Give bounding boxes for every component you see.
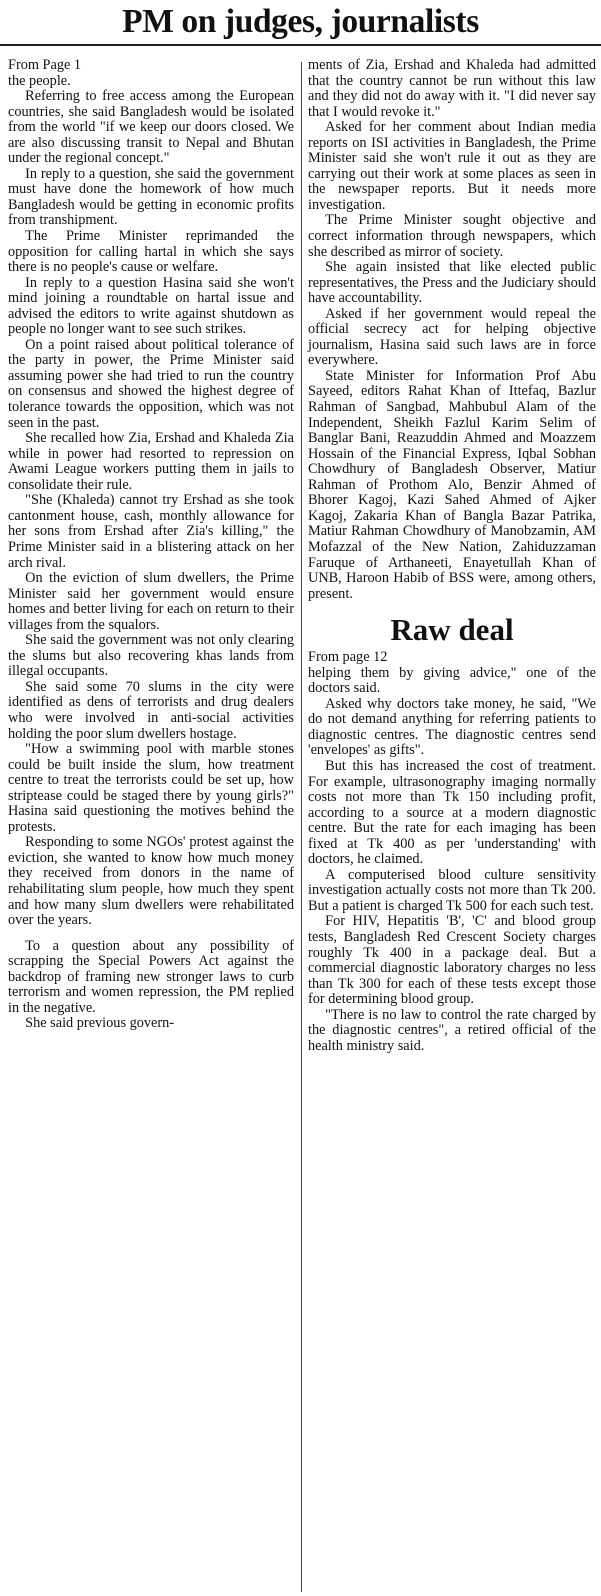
article-paragraph: On a point raised about political tolerance of the party in power, the Prime Minister said assuming power she had tried to run the country on consensus and showed the highest degree of tolerance towards the opposition, which was not seen in the past. <box>8 336 294 431</box>
article-paragraph: Asked why doctors take money, he said, "We do not demand anything for referring patients to diagnostic centres. The diagnostic centres send 'envelopes' as gifts". <box>308 695 596 759</box>
left-column <box>8 58 294 1032</box>
article-paragraph: In reply to a question, she said the government must have done the homework of how much Bangladesh would be getting in economic profits from transhipment. <box>8 165 294 229</box>
article-paragraph: She said the government was not only clearing the slums but also recovering khas lands from illegal occupants. <box>8 632 294 680</box>
article-paragraph: "There is no law to control the rate charged by the diagnostic centres", a retired official of the health ministry said. <box>308 1006 596 1054</box>
article-paragraph: A computerised blood culture sensitivity investigation actually costs not more than Tk 200. But a patient is charged Tk 500 for each such test. <box>308 866 596 914</box>
article-paragraph: She said previous govern- <box>25 1015 175 1032</box>
article-paragraph: helping them by giving advice," one of the doctors said. <box>308 664 596 697</box>
article-paragraph: ments of Zia, Ershad and Khaleda had admitted that the country cannot be run without this law and they did not do away with it. "I did never say that I would revoke it." <box>308 57 596 120</box>
article-paragraph: She said some 70 slums in the city were identified as dens of terrorists and drug dealers who were involved in anti-social activities holding the poor slum dwellers hostage. <box>8 678 294 742</box>
article-paragraph: Asked for her comment about Indian media reports on ISI activities in Bangladesh, the Prime Minister said she won't rule it out as they are carrying out their work at some places as seen in the newspaper reports. But it needs more investigation. <box>308 119 596 213</box>
article-paragraph: The Prime Minister reprimanded the opposition for calling hartal in which she says there is no people's cause or welfare. <box>8 228 294 276</box>
subhead: Raw deal <box>390 612 514 648</box>
article-paragraph: For HIV, Hepatitis 'B', 'C' and blood group tests, Bangladesh Red Crescent Society charges roughly Tk 400 in a package deal. But a commercial diagnostic laboratory charges no less than Tk 300 for each of these tests except those for determining blood group. <box>308 913 596 1008</box>
dateline: From Page 1 <box>8 57 82 73</box>
article-paragraph: The Prime Minister sought objective and correct information through newspapers, which she described as mirror of society. <box>308 212 596 260</box>
article-paragraph: She recalled how Zia, Ershad and Khaleda Zia while in power had resorted to repression on Awami League workers putting them in jails to consolidate their rule. <box>8 430 294 493</box>
article-paragraph: "How a swimming pool with marble stones could be built inside the slum, how treatment centre to treat the terrorists could be set up, how striptease could be staged there by young girls?" Hasina said questioning the motives behind the protests. <box>8 741 294 835</box>
article-paragraph: She again insisted that like elected public representatives, the Press and the Judiciary should have accountability. <box>308 259 596 307</box>
article-paragraph: Asked if her government would repeal the official secrecy act for helping objective journalism, Hasina said such laws are in force everywhere. <box>308 305 596 369</box>
article-paragraph: Referring to free access among the European countries, she said Bangladesh would be isolated from the world "if we keep our doors closed. We are also discussing transit to Nepal and Bhutan under the regional concept." <box>8 88 294 167</box>
article-paragraph: Responding to some NGOs' protest against the eviction, she wanted to know how much money they received from donors in the name of rehabilitating slum people, how much they spent and how many slum dwellers were rehabilitated over the years. <box>8 834 294 929</box>
column-rule <box>301 62 302 1592</box>
article-paragraph: On the eviction of slum dwellers, the Prime Minister said her government would ensure homes and better living for each on return to their villages from the squalors. <box>8 570 294 633</box>
subhead-dateline: From page 12 <box>308 649 388 666</box>
right-column <box>308 58 596 1054</box>
article-paragraph: In reply to a question Hasina said she won't mind joining a roundtable on hartal issue and advised the editors to write against shutdown as people no longer want to see such strikes. <box>8 274 294 338</box>
article-paragraph: To a question about any possibility of scrapping the Special Powers Act against the backdrop of framing new stronger laws to curb terrorism and women repression, the PM replied in the negative. <box>8 937 294 1016</box>
article-paragraph: But this has increased the cost of treatment. For example, ultrasonography imaging normally costs not more than Tk 150 including profit, according to a source at a modern diagnostic centre. But the rate for each imaging has been fixed at Tk 400 as per 'understanding' with doctors, he claimed. <box>308 757 596 868</box>
article-paragraph: the people. <box>8 72 71 89</box>
article-paragraph: "She (Khaleda) cannot try Ershad as she took cantonment house, cash, monthly allowance for her sons from Ershad after Zia's killing," the Prime Minister said in a blistering attack on her arch rival. <box>8 492 294 571</box>
article-paragraph: State Minister for Information Prof Abu Sayeed, editors Rahat Khan of Ittefaq, Bazlur Rahman of Sangbad, Mahbubul Alam of the Independent, Sheikh Fazlul Karim Selim of Banglar Bani, Reazuddin Ahmed and Moazzem Hossain of the Financial Express, Iqbal Sobhan Chowdhury of Bangladesh Observer, Matiur Rahman of Prothom Alo, Benzir Ahmed of Bhorer Kagoj, Kazi Sahed Ahmed of Ajker Kagoj, Zakaria Khan of Bangla Bazar Patrika, Matiur Rahman Chowdhury of Manobzamin, AM Mofazzal of the New Nation, Zahiduzzaman Faruque of Arthaneeti, Enayetullah Khan of UNB, Haroon Habib of BSS were, among others, present. <box>308 367 596 602</box>
headline: PM on judges, journalists <box>0 0 601 46</box>
